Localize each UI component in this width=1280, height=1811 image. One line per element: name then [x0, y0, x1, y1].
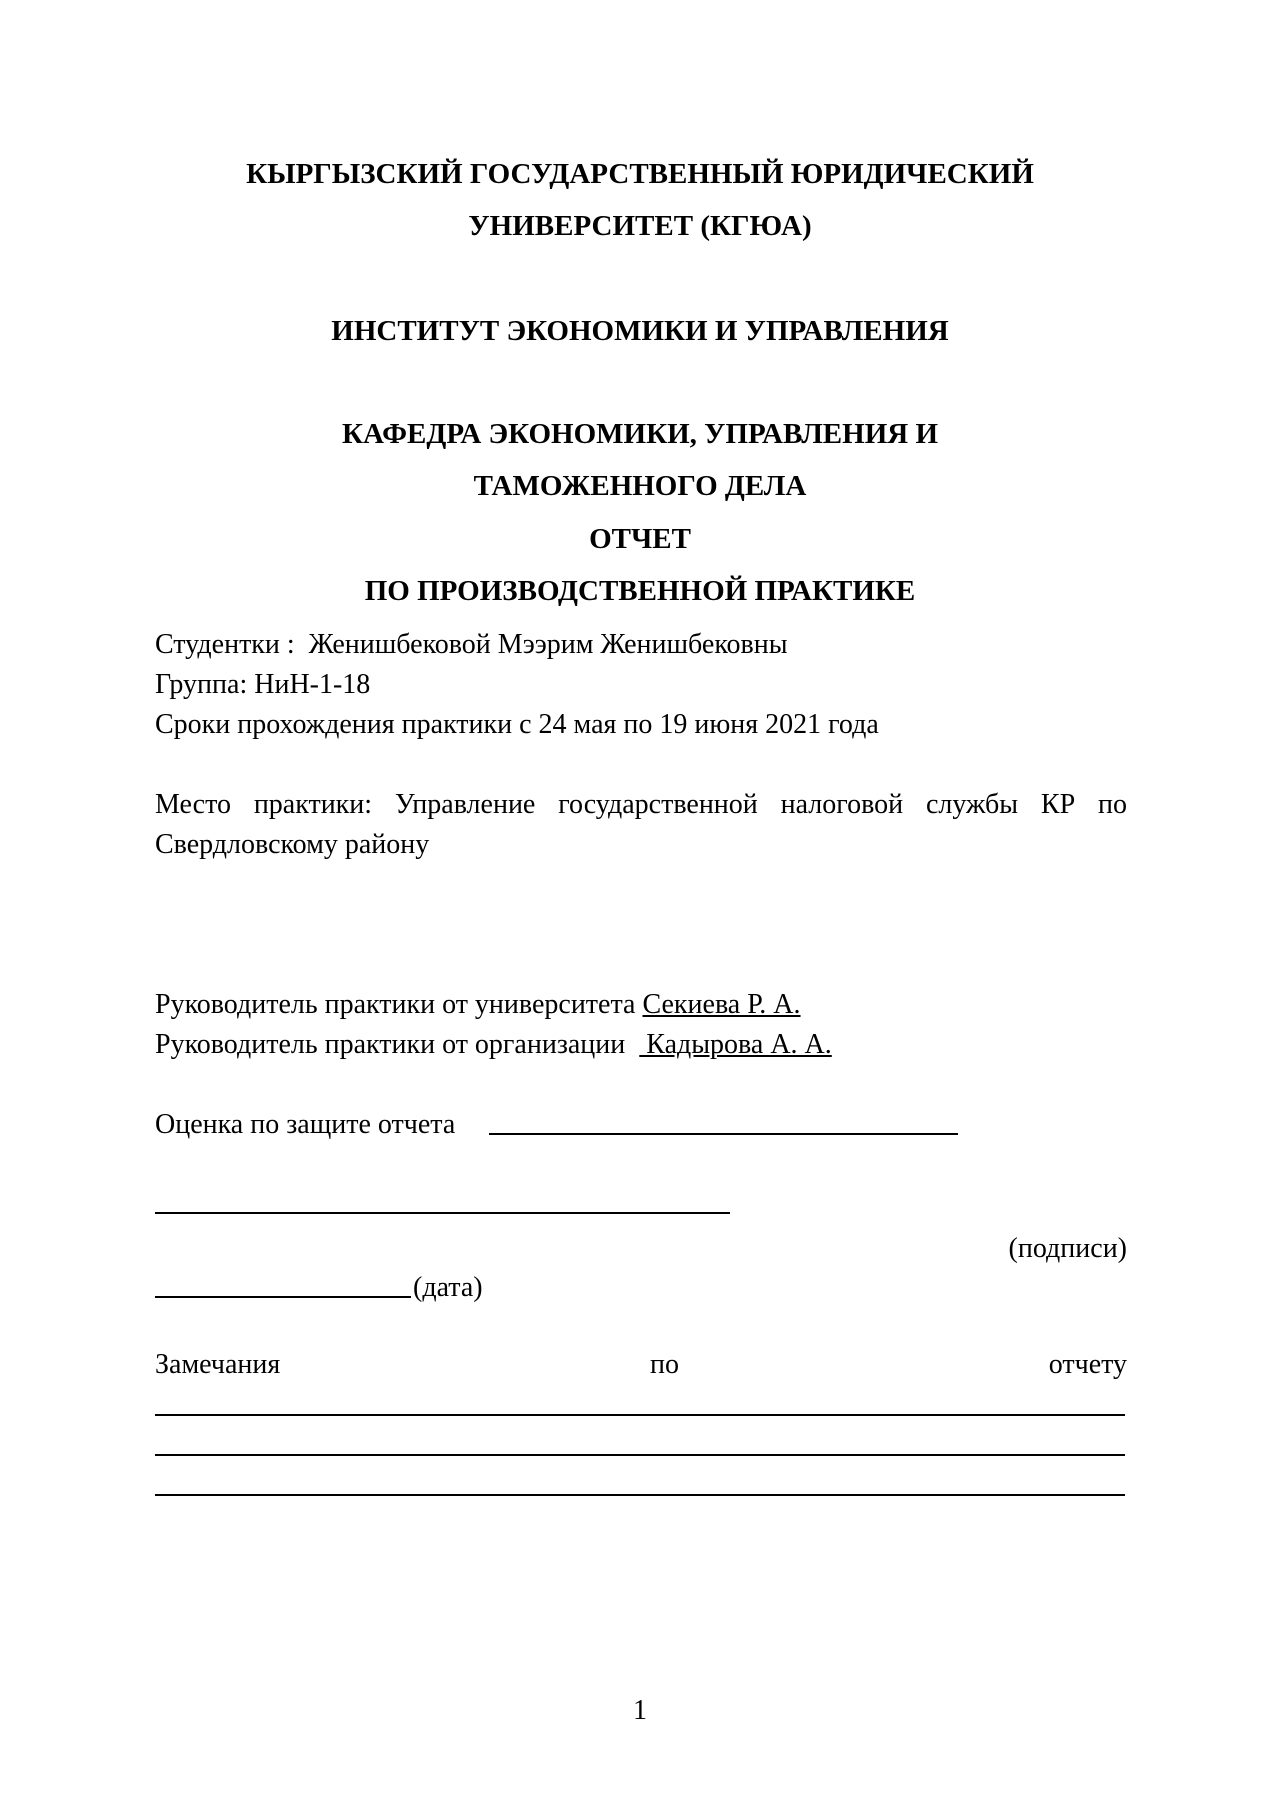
remarks-blank-line-2	[155, 1454, 1125, 1456]
institute-title: ИНСТИТУТ ЭКОНОМИКИ И УПРАВЛЕНИЯ	[331, 315, 949, 347]
organization-supervisor-name: Кадырова А. А.	[639, 1029, 832, 1060]
evaluation-blank-line	[489, 1133, 958, 1135]
group-line	[155, 667, 370, 703]
remarks-heading	[155, 1347, 1127, 1383]
signature-blank-line	[155, 1212, 730, 1214]
report-subtitle: ПО ПРОИЗВОДСТВЕННОЙ ПРАКТИКЕ	[364, 575, 916, 607]
organization-supervisor-line	[155, 1027, 832, 1063]
practice-period: Сроки прохождения практики с 24 мая по 19 июня 2021 года	[155, 709, 879, 740]
remarks-word-2: по	[650, 1349, 679, 1380]
university-supervisor-line	[155, 987, 801, 1023]
group-label: Группа:	[155, 669, 248, 700]
university-title-line2: УНИВЕРСИТЕТ (КГЮА)	[468, 210, 812, 242]
date-blank-line	[155, 1296, 411, 1298]
signatures-label: (подписи)	[1008, 1233, 1127, 1264]
date-label: (дата)	[413, 1272, 483, 1303]
university-supervisor-name: Секиева Р. А.	[642, 989, 801, 1020]
organization-supervisor-label: Руководитель практики от организации	[155, 1029, 626, 1060]
student-name: Женишбековой Мээрим Женишбековны	[308, 629, 788, 660]
group-value: НиН-1-18	[254, 669, 371, 700]
department-title-line2: ТАМОЖЕННОГО ДЕЛА	[473, 470, 807, 502]
practice-place: Место практики: Управление государственной налоговой службы КР по Свердловскому району	[155, 789, 1127, 860]
university-title-line1: КЫРГЫЗСКИЙ ГОСУДАРСТВЕННЫЙ ЮРИДИЧЕСКИЙ	[246, 158, 1034, 190]
student-line	[155, 627, 788, 663]
report-title: ОТЧЕТ	[589, 523, 691, 555]
page-number: 1	[633, 1695, 647, 1726]
evaluation-label: Оценка по защите отчета	[155, 1109, 456, 1140]
university-supervisor-label: Руководитель практики от университета	[155, 989, 636, 1020]
remarks-word-3: отчету	[1048, 1349, 1127, 1380]
department-title-line1: КАФЕДРА ЭКОНОМИКИ, УПРАВЛЕНИЯ И	[341, 418, 939, 450]
remarks-blank-line-1	[155, 1414, 1125, 1416]
remarks-word-1: Замечания	[155, 1349, 281, 1380]
student-label: Студентки :	[155, 629, 295, 660]
remarks-blank-line-3	[155, 1494, 1125, 1496]
